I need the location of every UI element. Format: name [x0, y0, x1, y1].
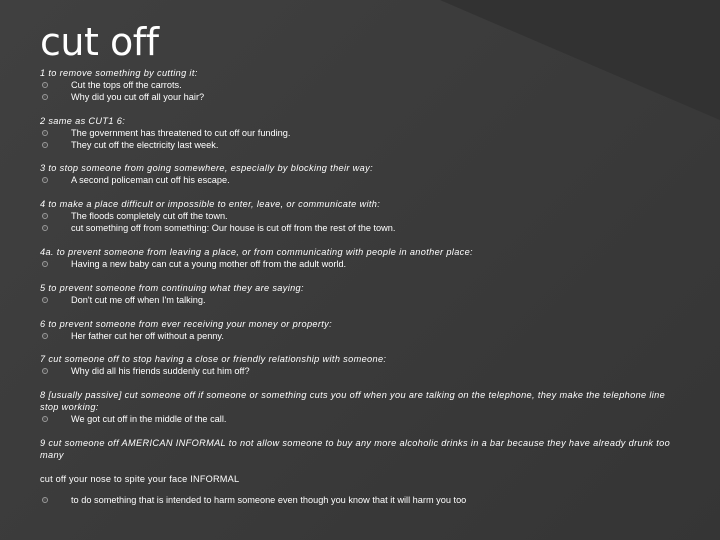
- bullet-icon: [42, 142, 48, 148]
- page-title: cut off: [40, 20, 159, 64]
- bullet-icon: [42, 94, 48, 100]
- example-item: [40, 295, 680, 307]
- definition-text: 4a. to prevent someone from leaving a place, or from communicating with people in another place:: [40, 246, 473, 257]
- bullet-icon: [42, 225, 48, 231]
- definition-entry: [40, 390, 680, 426]
- definition-entry: [40, 438, 680, 462]
- definition-text: 9 cut someone off AMERICAN INFORMAL to not allow someone to buy any more alcoholic drinks in a bar because they have already drunk too many: [40, 437, 671, 460]
- example-text: Why did you cut off all your hair?: [71, 91, 205, 102]
- bullet-icon: [42, 261, 48, 267]
- example-item: [40, 331, 680, 343]
- definition-text: 4 to make a place difficult or impossible to enter, leave, or communicate with:: [40, 199, 381, 210]
- example-item: [40, 128, 680, 140]
- example-item: [40, 92, 680, 104]
- example-text: Having a new baby can cut a young mother off from the adult world.: [71, 258, 347, 269]
- example-text: The floods completely cut off the town.: [71, 211, 228, 222]
- example-text: We got cut off in the middle of the call.: [71, 414, 227, 425]
- example-item: [40, 140, 680, 152]
- definition-entry: [40, 68, 680, 104]
- idiom-meaning-text: to do something that is intended to harm someone even though you know that it will harm you too: [71, 494, 467, 505]
- bullet-icon: [42, 177, 48, 183]
- example-text: The government has threatened to cut off our funding.: [71, 127, 291, 138]
- bullet-icon: [42, 333, 48, 339]
- example-item: [40, 366, 680, 378]
- definition-entry: [40, 283, 680, 307]
- definition-text: 5 to prevent someone from continuing what they are saying:: [40, 282, 304, 293]
- example-text: They cut off the electricity last week.: [71, 139, 219, 150]
- bullet-icon: [42, 416, 48, 422]
- example-text: A second policeman cut off his escape.: [71, 175, 230, 186]
- bullet-icon: [42, 213, 48, 219]
- example-text: Cut the tops off the carrots.: [71, 79, 182, 90]
- example-item: [40, 259, 680, 271]
- definition-entry: [40, 116, 680, 152]
- example-item: [40, 175, 680, 187]
- bullet-icon: [42, 130, 48, 136]
- idiom-phrase: cut off your nose to spite your face INFORMAL: [40, 473, 240, 484]
- bullet-icon: [42, 368, 48, 374]
- definition-entry: [40, 354, 680, 378]
- example-item: [40, 414, 680, 426]
- definition-text: 6 to prevent someone from ever receiving your money or property:: [40, 318, 333, 329]
- example-item: [40, 80, 680, 92]
- example-text: cut something off from something: Our house is cut off from the rest of the town.: [71, 223, 396, 234]
- example-item: [40, 211, 680, 223]
- definition-text: 8 [usually passive] cut someone off if someone or something cuts you off when you are talking on the telephone, they make the telephone line stop working:: [40, 390, 666, 413]
- idiom-meaning-item: [40, 495, 680, 507]
- definition-entry: [40, 199, 680, 235]
- definition-entry: [40, 163, 680, 187]
- example-text: Don't cut me off when I'm talking.: [71, 294, 206, 305]
- bullet-icon: [42, 297, 48, 303]
- example-text: Why did all his friends suddenly cut him off?: [71, 366, 250, 377]
- idiom-entry: [40, 474, 680, 507]
- example-item: [40, 223, 680, 235]
- bullet-icon: [42, 497, 48, 503]
- definition-entry: [40, 247, 680, 271]
- bullet-icon: [42, 82, 48, 88]
- definition-entry: [40, 319, 680, 343]
- example-text: Her father cut her off without a penny.: [71, 330, 224, 341]
- definition-text: 2 same as CUT1 6:: [40, 115, 126, 126]
- definition-text: 7 cut someone off to stop having a close or friendly relationship with someone:: [40, 354, 387, 365]
- definitions-list: [40, 68, 680, 507]
- definition-text: 3 to stop someone from going somewhere, especially by blocking their way:: [40, 163, 373, 174]
- definition-text: 1 to remove something by cutting it:: [40, 68, 198, 78]
